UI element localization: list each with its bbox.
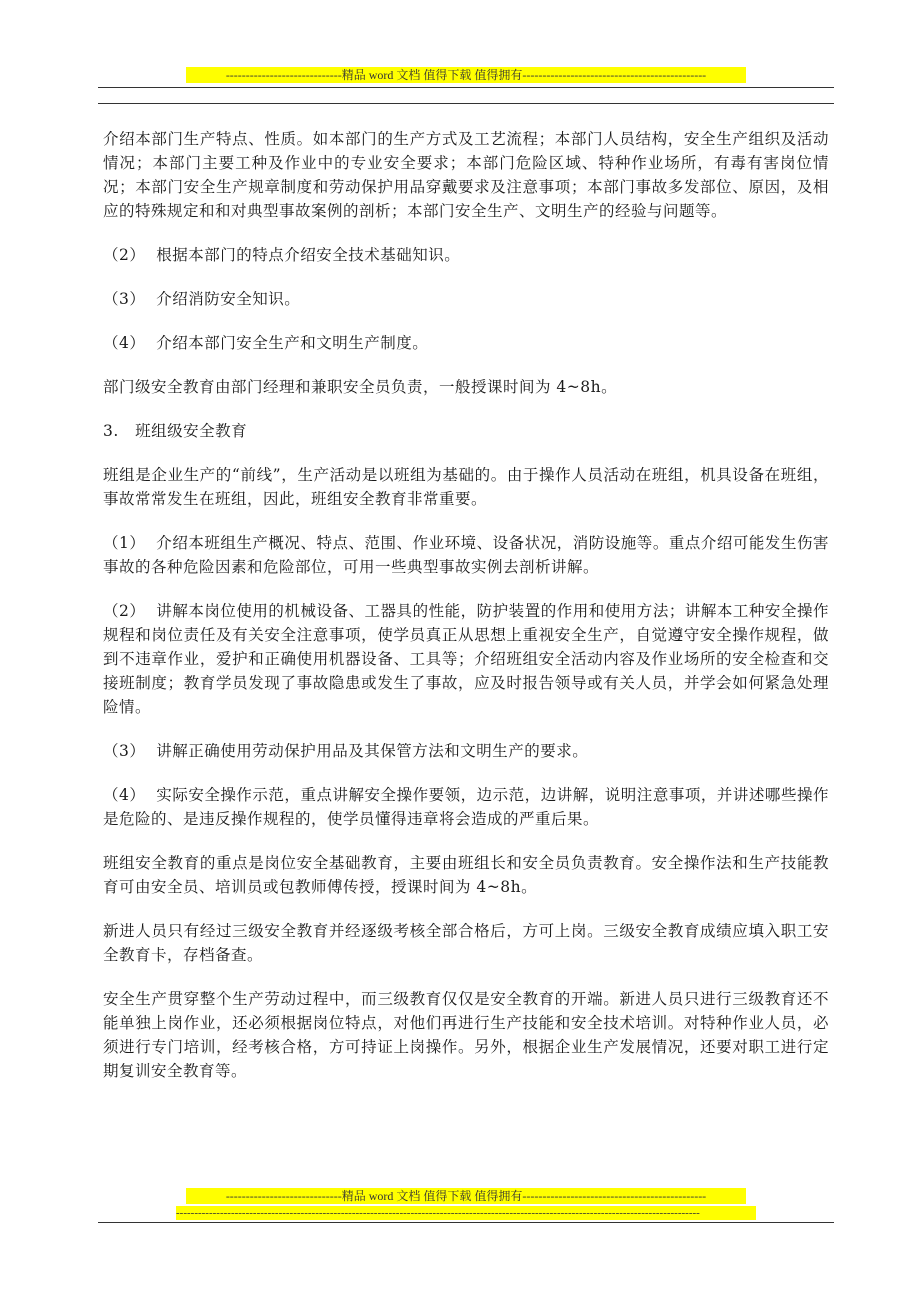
footer-dash-line: ----------------------------------------------------------------------------------------------------------------------------------------------- <box>176 1206 756 1220</box>
list-item: （4） 介绍本部门安全生产和文明生产制度。 <box>103 334 429 352</box>
section-heading: 3. 班组级安全教育 <box>103 422 248 440</box>
paragraph: 新进人员只有经过三级安全教育并经逐级考核全部合格后，方可上岗。三级安全教育成绩应填入职工安全教育卡，存档备查。 <box>103 922 829 964</box>
list-item: （2） 根据本部门的特点介绍安全技术基础知识。 <box>103 246 461 264</box>
footer-banner: -----------------------------精品 word 文档 值得下载 值得拥有---------------------------------------------- <box>186 1188 746 1204</box>
paragraph: 部门级安全教育由部门经理和兼职安全员负责，一般授课时间为 4~8h。 <box>103 378 618 396</box>
list-item: （1） 介绍本班组生产概况、特点、范围、作业环境、设备状况，消防设施等。重点介绍可能发生伤害事故的各种危险因素和危险部位，可用一些典型事故实例去剖析讲解。 <box>103 534 829 576</box>
header-rule-bottom <box>98 103 834 104</box>
paragraph: 班组安全教育的重点是岗位安全基础教育，主要由班组长和安全员负责教育。安全操作法和生产技能教育可由安全员、培训员或包教师傅传授，授课时间为 4~8h。 <box>103 854 829 896</box>
header-rule-top <box>98 87 834 88</box>
header-banner: -----------------------------精品 word 文档 值得下载 值得拥有---------------------------------------------- <box>186 67 746 83</box>
footer-rule <box>98 1222 834 1223</box>
paragraph: 班组是企业生产的“前线”，生产活动是以班组为基础的。由于操作人员活动在班组，机具设备在班组，事故常常发生在班组，因此，班组安全教育非常重要。 <box>103 466 829 508</box>
list-item: （4） 实际安全操作示范，重点讲解安全操作要领，边示范，边讲解，说明注意事项，并讲述哪些操作是危险的、是违反操作规程的，使学员懂得违章将会造成的严重后果。 <box>103 786 829 828</box>
list-item: （3） 讲解正确使用劳动保护用品及其保管方法和文明生产的要求。 <box>103 742 589 760</box>
paragraph: 介绍本部门生产特点、性质。如本部门的生产方式及工艺流程；本部门人员结构，安全生产组织及活动情况；本部门主要工种及作业中的专业安全要求；本部门危险区域、特种作业场所，有毒有害岗位情况；本部门安全生产规章制度和劳动保护用品穿戴要求及注意事项；本部门事故多发部位、原因，及相应的特殊规定和和对典型事故案例的剖析；本部门安全生产、文明生产的经验与问题等。 <box>103 130 829 220</box>
list-item: （2） 讲解本岗位使用的机械设备、工器具的性能，防护装置的作用和使用方法；讲解本工种安全操作规程和岗位责任及有关安全注意事项，使学员真正从思想上重视安全生产，自觉遵守安全操作规程，做到不违章作业，爱护和正确使用机器设备、工具等；介绍班组安全活动内容及作业场所的安全检查和交接班制度；教育学员发现了事故隐患或发生了事故，应及时报告领导或有关人员，并学会如何紧急处理险情。 <box>103 602 829 716</box>
document-body <box>103 127 829 1103</box>
list-item: （3） 介绍消防安全知识。 <box>103 290 301 308</box>
paragraph: 安全生产贯穿整个生产劳动过程中，而三级教育仅仅是安全教育的开端。新进人员只进行三级教育还不能单独上岗作业，还必须根据岗位特点，对他们再进行生产技能和安全技术培训。对特种作业人员，必须进行专门培训，经考核合格，方可持证上岗操作。另外，根据企业生产发展情况，还要对职工进行定期复训安全教育等。 <box>103 990 829 1080</box>
